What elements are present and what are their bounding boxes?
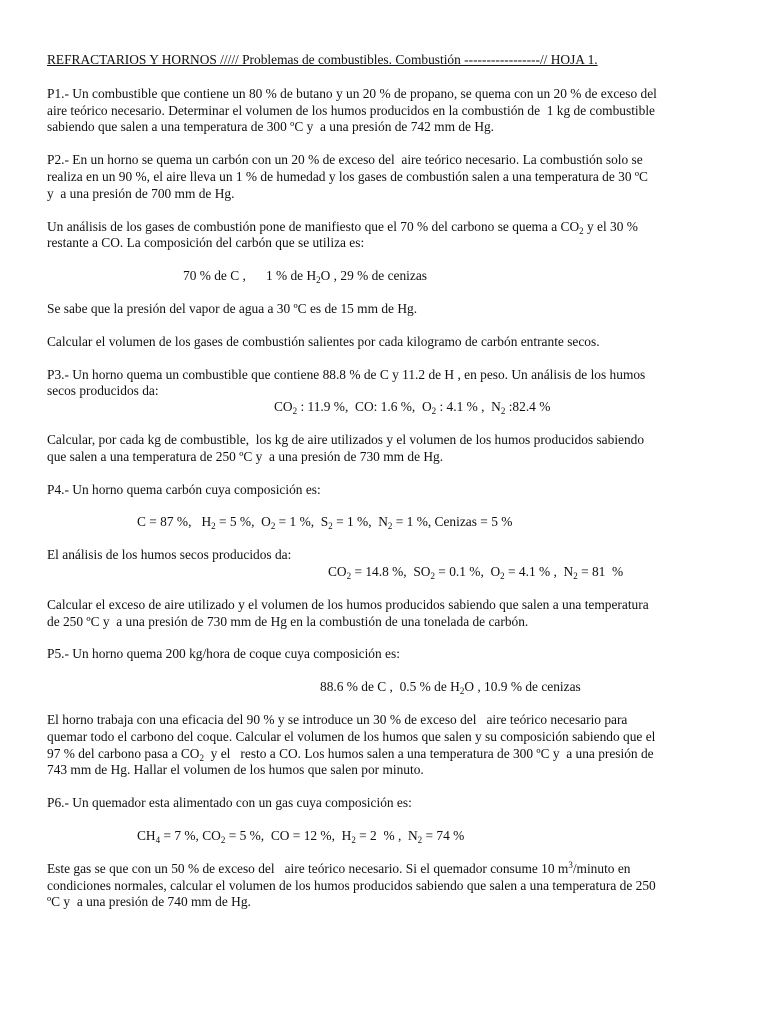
problem-2-coal-composition: 70 % de C , 1 % de $H_2O$ , 29 % de cenizas	[183, 268, 427, 286]
problem-4-line-1: P4.- Un horno quema carbón cuya composición es:	[47, 481, 321, 497]
problem-5-line-1: P5.- Un horno quema 200 kg/hora de coque cuya composición es:	[47, 646, 400, 662]
problem-3	[47, 367, 756, 401]
problem-6-gas-composition: $CH_4 = 7$ %, $CO_2 = 5$ %, CO = 12 %, $H_2 = 2$ % , $N_2 = 74$ %	[137, 827, 465, 845]
problem-6-line-2: Este gas se que con un 50 % de exceso del aire teórico necesario. Si el quemador consume 10 $m^3$/minuto en	[47, 859, 631, 876]
problem-5-line-3: quemar todo el carbono del coque. Calcular el volumen de los humos que salen y su composición sabiendo que el	[47, 728, 656, 744]
problem-2-analysis	[47, 219, 756, 253]
problem-5-description	[47, 712, 756, 779]
problem-2-line-1: P2.- En un horno se quema un carbón con un 20 % de exceso del aire teórico necesario. La combustión solo se	[47, 152, 643, 168]
problem-6-line-3: condiciones normales, calcular el volumen de los humos producidos sabiendo que salen a una temperatura de 250	[47, 877, 656, 893]
problem-5-line-2: El horno trabaja con una eficacia del 90 % y se introduce un 30 % de exceso del aire teórico necesario para	[47, 711, 628, 727]
problem-2	[47, 152, 756, 202]
problem-2-question: Calcular el volumen de los gases de combustión salientes por cada kilogramo de carbón entrante secos.	[47, 333, 600, 349]
problem-6-line-1: P6.- Un quemador esta alimentado con un gas cuya composición es:	[47, 795, 412, 811]
problem-3-question-line-2: que salen a una temperatura de 250 ºC y a una presión de 730 mm de Hg.	[47, 448, 444, 464]
problem-6-line-4: ºC y a una presión de 740 mm de Hg.	[47, 894, 251, 910]
problem-3-flue-analysis: $CO_2$ : 11.9 %, CO: 1.6 %, $O_2$ : 4.1 % , $N_2$ :82.4 %	[274, 399, 551, 417]
problem-4-question	[47, 597, 756, 631]
problem-3-question-line-1: Calcular, por cada kg de combustible, los kg de aire utilizados y el volumen de los humos producidos sabiendo	[47, 431, 645, 447]
document-page	[47, 52, 756, 911]
problem-2-vapor-pressure: Se sabe que la presión del vapor de agua a 30 ºC es de 15 mm de Hg.	[47, 300, 418, 316]
problem-2-analysis-line-1: Un análisis de los gases de combustión pone de manifiesto que el 70 % del carbono se quema a $CO_2$ y el 30 %	[47, 218, 638, 236]
problem-5-line-5: 743 mm de Hg. Hallar el volumen de los humos que salen por minuto.	[47, 762, 424, 778]
problem-1-line-3: sabiendo que salen a una temperatura de 300 ºC y a una presión de 742 mm de Hg.	[47, 119, 495, 135]
problem-5-coke-composition: 88.6 % de C , 0.5 % de $H_2O$ , 10.9 % de cenizas	[320, 679, 581, 697]
problem-3-question	[47, 432, 756, 466]
problem-4-coal-composition: C = 87 %, $H_2 = 5$ %, $O_2 = 1$ %, $S_2 = 1$ %, $N_2 = 1$ %, Cenizas = 5 %	[137, 514, 513, 532]
problem-2-line-3: y a una presión de 700 mm de Hg.	[47, 185, 235, 201]
problem-1-line-1: P1.- Un combustible que contiene un 80 % de butano y un 20 % de propano, se quema con un 20 % de exceso del	[47, 85, 657, 101]
problem-1-line-2: aire teórico necesario. Determinar el volumen de los humos producidos en la combustión de 1 kg de combustible	[47, 102, 655, 118]
problem-2-analysis-line-2: restante a CO. La composición del carbón que se utiliza es:	[47, 235, 365, 251]
problem-4-analysis-intro: El análisis de los humos secos producidos da:	[47, 547, 292, 563]
problem-4-question-line-2: de 250 ºC y a una presión de 730 mm de Hg en la combustión de una tonelada de carbón.	[47, 613, 529, 629]
page-title: REFRACTARIOS Y HORNOS ///// Problemas de combustibles. Combustión -----------------// HOJA 1.	[47, 52, 598, 67]
problem-3-line-2: secos producidos da:	[47, 383, 159, 399]
problem-3-line-1: P3.- Un horno quema un combustible que contiene 88.8 % de C y 11.2 de H , en peso. Un análisis de los humos	[47, 366, 646, 382]
problem-2-line-2: realiza en un 90 %, el aire lleva un 1 % de humedad y los gases de combustión salen a una temperatura de 30 ºC	[47, 168, 648, 184]
problem-1	[47, 86, 756, 136]
problem-6-description	[47, 861, 756, 911]
problem-4-flue-analysis: $CO_2 = 14.8$ %, $SO_2 = 0.1$ %, $O_2 = 4.1$ % , $N_2 = 81$ %	[328, 563, 624, 581]
problem-5-line-4: 97 % del carbono pasa a $CO_2$ y el resto a CO. Los humos salen a una temperatura de 300 ºC y a una presión de	[47, 745, 654, 763]
problem-4-question-line-1: Calcular el exceso de aire utilizado y el volumen de los humos producidos sabiendo que salen a una temperatura	[47, 596, 649, 612]
